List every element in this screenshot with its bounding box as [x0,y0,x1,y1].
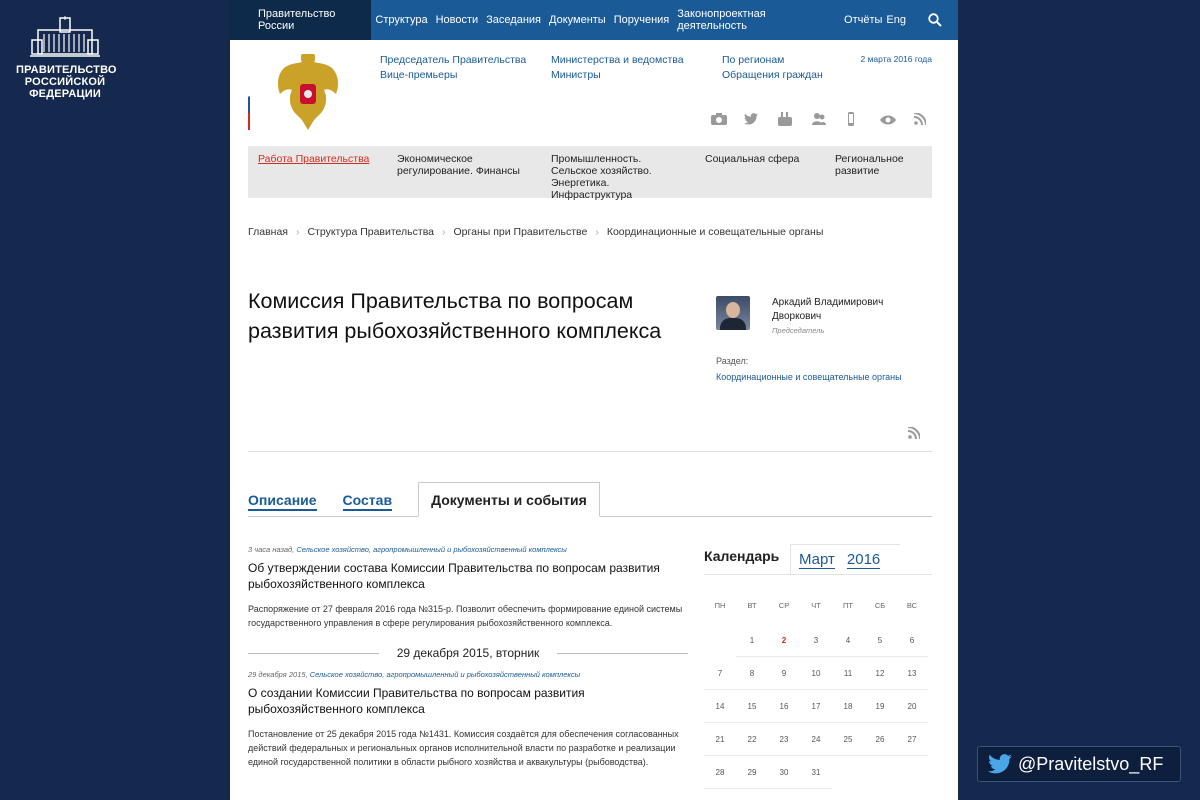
calendar-day[interactable]: 23 [768,723,800,756]
twitter-badge[interactable] [977,746,1181,782]
calendar-title: Календарь [704,548,780,564]
calendar-day[interactable]: 5 [864,624,896,657]
nav-instructions[interactable]: Поручения [613,14,670,26]
category-bar [248,146,932,201]
nav-reports[interactable]: Отчёты [844,14,883,26]
breadcrumb-current[interactable]: Координационные и совещательные органы [606,226,824,238]
calendar-day[interactable]: 9 [768,657,800,690]
tab-documents-events[interactable]: Документы и события [418,482,600,517]
brand-link[interactable]: Правительство России [230,0,371,40]
category-industry[interactable]: Промышленность. Сельское хозяйство. Энергетика. Инфраструктура [551,153,652,201]
calendar-day[interactable]: 3 [800,624,832,657]
breadcrumb [248,226,932,238]
twitter-icon [988,754,1012,774]
nav-meetings[interactable]: Заседания [486,14,542,26]
nav-documents[interactable]: Документы [549,14,606,26]
category-social[interactable]: Социальная сфера [705,153,800,165]
users-icon[interactable] [812,112,830,126]
calendar-day[interactable]: 20 [896,690,928,723]
calendar-day[interactable]: 6 [896,624,928,657]
news-meta [248,670,688,679]
calendar-day[interactable]: 27 [896,723,928,756]
link-ministries[interactable]: Министерства и ведомства [551,54,684,66]
coat-of-arms-icon[interactable] [272,54,344,139]
weekday-label: СР [778,601,790,610]
calendar-month-select[interactable]: Март [799,551,835,568]
youtube-icon[interactable] [778,112,796,126]
eye-icon[interactable] [880,112,898,126]
chairman-role: Председатель [772,326,825,335]
news-title[interactable]: О создании Комиссии Правительства по вопросам развития рыбохозяйственного комплекса [248,686,585,716]
news-list [248,517,688,769]
calendar-header [704,545,932,575]
calendar-day[interactable]: 14 [704,690,736,723]
search-icon[interactable] [928,13,942,27]
section-label: Раздел: [716,356,749,366]
section-link[interactable]: Координационные и совещательные органы [716,372,902,382]
category-regional[interactable]: Региональное развитие [835,153,904,177]
date-separator [248,646,688,660]
calendar-day[interactable]: 11 [832,657,864,690]
weekday-label: ПТ [843,601,853,610]
calendar-day[interactable]: 1 [736,624,768,657]
calendar-day[interactable]: 28 [704,756,736,789]
logo-line-3: ФЕДЕРАЦИИ [29,88,101,100]
government-logo [16,16,117,100]
nav-structure[interactable]: Структура [375,14,428,26]
date-separator-label: 29 декабря 2015, вторник [396,646,540,660]
logo-line-1: ПРАВИТЕЛЬСТВО [16,64,117,76]
mobile-icon[interactable] [846,112,864,126]
social-icons [710,112,932,126]
calendar-day[interactable]: 2 [768,624,800,657]
calendar-days [704,624,932,789]
weekday-label: ВС [906,601,918,610]
calendar-day[interactable]: 18 [832,690,864,723]
link-regions[interactable]: По регионам [722,54,785,66]
twitter-handle: @Pravitelstvo_RF [1018,753,1164,774]
weekday-label: ВТ [747,601,757,610]
calendar-day[interactable]: 31 [800,756,832,789]
page [230,0,958,800]
camera-icon[interactable] [710,112,728,126]
chevron-right-icon: › [295,226,300,238]
news-body: Распоряжение от 27 февраля 2016 года №315-р. Позволит обеспечить формирование единой системы государственного управления в сфере регулирования рыбохозяйственного комплекса. [248,604,683,628]
news-time: 3 часа назад, [248,545,295,554]
news-category-link[interactable]: Сельское хозяйство, агропромышленный и рыбохозяйственный комплексы [296,545,567,554]
calendar-year-select[interactable]: 2016 [846,551,881,568]
news-meta [248,545,688,554]
twitter-icon[interactable] [744,112,762,126]
calendar-day[interactable]: 30 [768,756,800,789]
calendar-day[interactable]: 29 [736,756,768,789]
chairman-photo[interactable] [716,296,750,330]
link-vice-premiers[interactable]: Вице-премьеры [380,69,458,81]
link-citizen-appeals[interactable]: Обращения граждан [722,69,823,81]
weekday-label: ПН [714,601,726,610]
government-building-icon [30,16,100,58]
header-links [380,54,872,81]
divider [248,451,932,452]
title-area [248,238,932,458]
link-ministers[interactable]: Министры [551,69,601,81]
tab-description[interactable] [248,492,317,516]
calendar-weekdays [704,601,932,610]
calendar-empty-cell [704,624,736,657]
flag-stripe [248,80,250,130]
calendar-day[interactable]: 13 [896,657,928,690]
news-time: 29 декабря 2015, [248,670,308,679]
tab-description-label: Описание [248,492,317,511]
tabs [248,483,932,517]
chairman-name[interactable]: Аркадий Владимирович Дворкович [772,297,884,322]
nav-news[interactable]: Новости [435,14,479,26]
site-header [230,40,958,146]
calendar-day[interactable]: 25 [832,723,864,756]
language-switch[interactable]: Eng [886,14,906,26]
calendar-day[interactable]: 21 [704,723,736,756]
rss-icon[interactable] [914,112,932,126]
calendar-day[interactable]: 12 [864,657,896,690]
news-body: Постановление от 25 декабря 2015 года №1431. Комиссия создаётся для обеспечения согласованных действий федеральных и региональных органов исполнительной власти по разработке и реализации единой государственной политики в области рыбного хозяйства и аквакультуры (рыбоводства). [248,729,679,767]
section-info [716,356,902,382]
calendar-day[interactable]: 7 [704,657,736,690]
calendar-day[interactable]: 16 [768,690,800,723]
breadcrumb-home[interactable]: Главная [248,226,288,238]
rss-icon[interactable] [908,426,920,444]
calendar-day[interactable]: 19 [864,690,896,723]
calendar-day[interactable]: 8 [736,657,768,690]
link-chairman[interactable]: Председатель Правительства [380,54,527,66]
breadcrumb-structure[interactable]: Структура Правительства [307,226,435,238]
chairman-card[interactable] [716,296,902,335]
top-nav-bar [230,0,958,40]
main-content [248,517,932,797]
weekday-label: ЧТ [811,601,821,610]
weekday-label: СБ [874,601,886,610]
page-title: Комиссия Правительства по вопросам развития рыбохозяйственного комплекса [248,289,662,343]
calendar-day[interactable]: 26 [864,723,896,756]
calendar-day[interactable]: 10 [800,657,832,690]
category-government-work[interactable]: Работа Правительства [258,153,370,165]
calendar-day[interactable]: 17 [800,690,832,723]
calendar-day[interactable]: 4 [832,624,864,657]
current-date: 2 марта 2016 года [860,54,932,64]
news-title[interactable]: Об утверждении состава Комиссии Правительства по вопросам развития рыбохозяйственного комплекса [248,561,660,591]
logo-line-2: РОССИЙСКОЙ [24,76,106,88]
calendar-day[interactable]: 15 [736,690,768,723]
calendar-day[interactable]: 24 [800,723,832,756]
news-category-link[interactable]: Сельское хозяйство, агропромышленный и рыбохозяйственный комплексы [309,670,581,679]
calendar [704,545,932,789]
category-economy[interactable]: Экономическое регулирование. Финансы [397,153,520,177]
calendar-month-year [790,544,900,574]
nav-legislation[interactable]: Законопроектная деятельность [677,8,766,32]
calendar-day[interactable]: 22 [736,723,768,756]
chevron-right-icon: › [442,226,446,238]
tab-members-label: Состав [343,492,393,511]
tab-members[interactable] [343,492,393,516]
chevron-right-icon: › [595,226,599,238]
breadcrumb-bodies[interactable]: Органы при Правительстве [453,226,588,238]
